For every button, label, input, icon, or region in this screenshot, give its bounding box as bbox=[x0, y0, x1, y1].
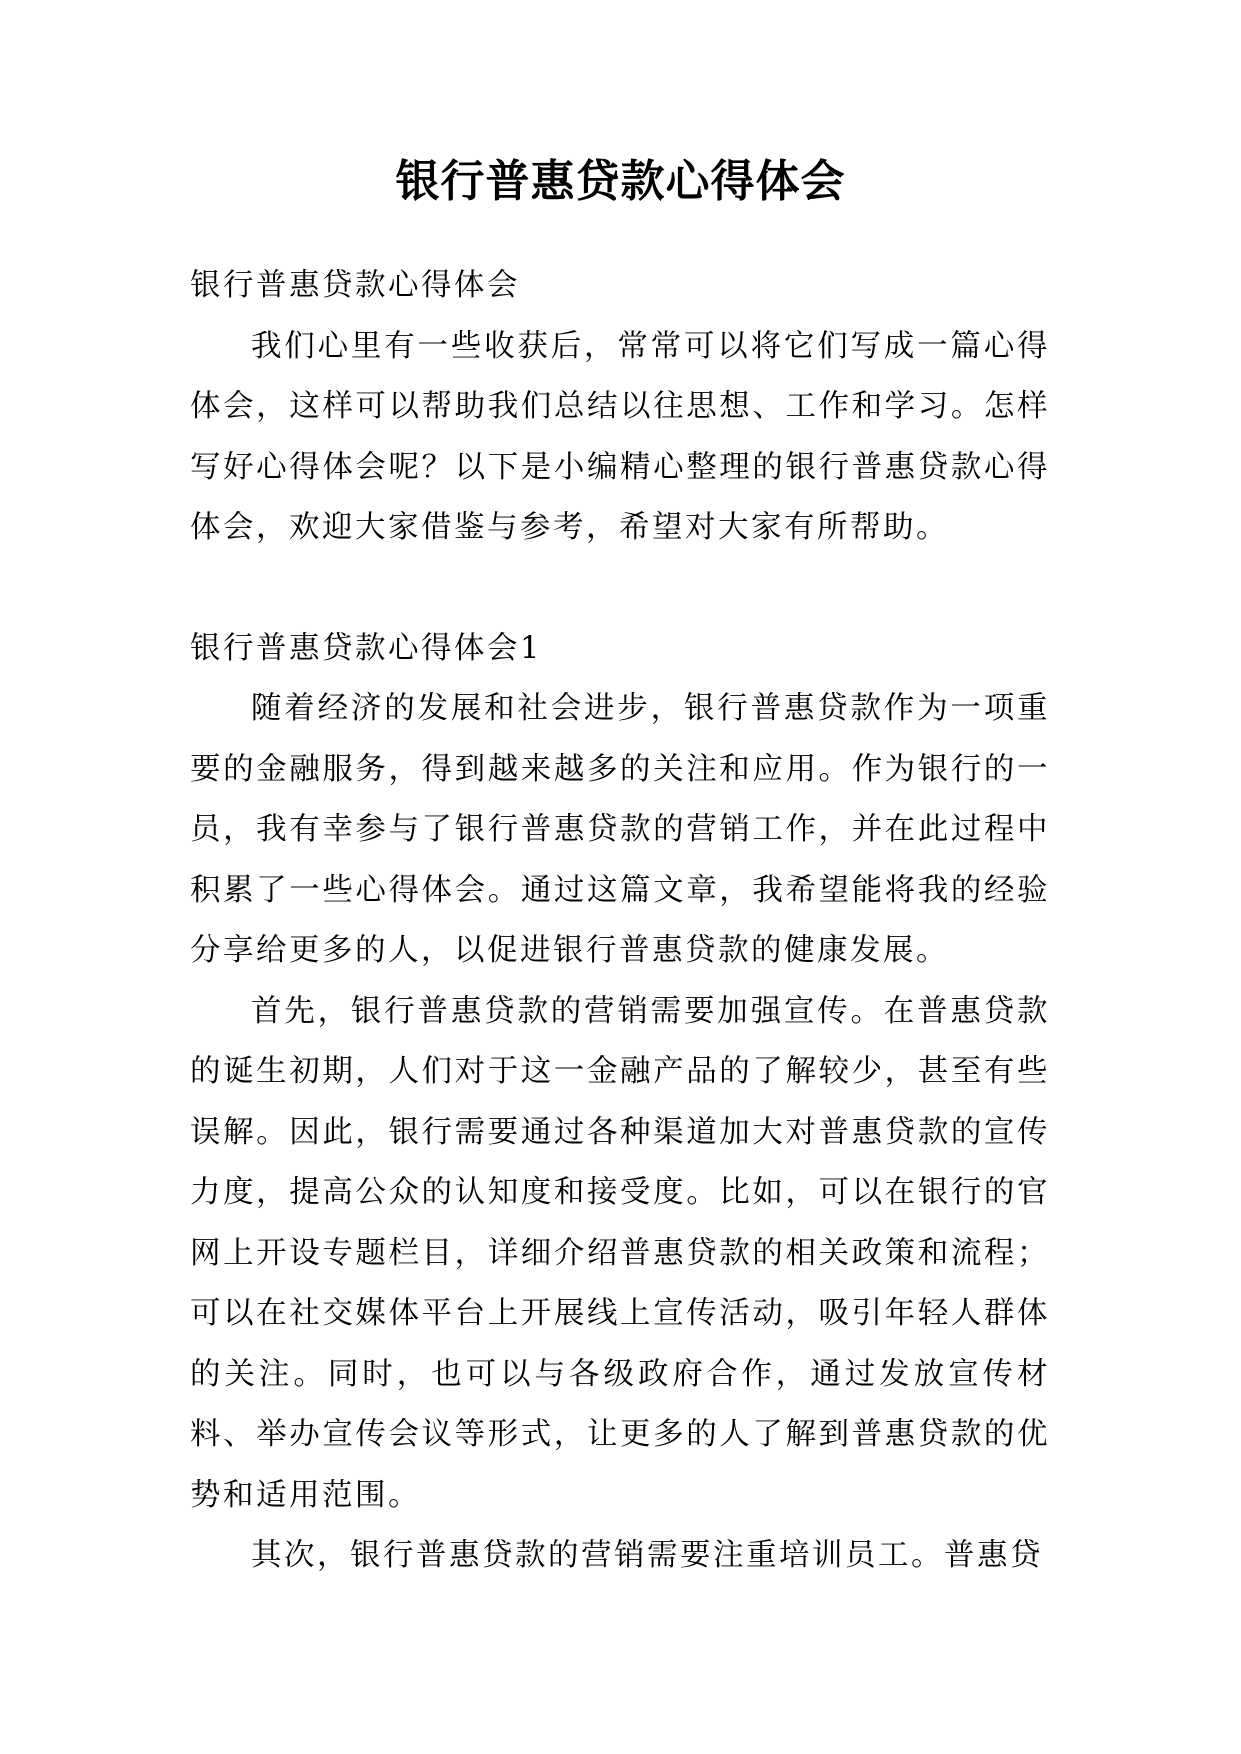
document-title: 银行普惠贷款心得体会 bbox=[395, 156, 846, 207]
intro-paragraph: 我们心里有一些收获后，常常可以将它们写成一篇心得体会，这样可以帮助我们总结以往思想、工作和学习。怎样写好心得体会呢？以下是小编精心整理的银行普惠贷款心得体会，欢迎大家借鉴与参考，希望对大家有所帮助。 bbox=[190, 328, 1050, 545]
body-paragraph: 随着经济的发展和社会进步，银行普惠贷款作为一项重要的金融服务，得到越来越多的关注和应用。作为银行的一员，我有幸参与了银行普惠贷款的营销工作，并在此过程中积累了一些心得体会。通过这篇文章，我希望能将我的经验分享给更多的人，以促进银行普惠贷款的健康发展。 bbox=[190, 691, 1050, 968]
section-spacer bbox=[190, 559, 1050, 619]
document-body bbox=[190, 256, 1050, 1587]
body-paragraph: 其次，银行普惠贷款的营销需要注重培训员工。普惠贷 bbox=[251, 1538, 1043, 1573]
document-subtitle: 银行普惠贷款心得体会 bbox=[190, 268, 520, 303]
section-heading: 银行普惠贷款心得体会1 bbox=[190, 630, 542, 666]
body-paragraph: 首先，银行普惠贷款的营销需要加强宣传。在普惠贷款的诞生初期，人们对于这一金融产品的了解较少，甚至有些误解。因此，银行需要通过各种渠道加大对普惠贷款的宣传力度，提高公众的认知度和接受度。比如，可以在银行的官网上开设专题栏目，详细介绍普惠贷款的相关政策和流程；可以在社交媒体平台上开展线上宣传活动，吸引年轻人群体的关注。同时，也可以与各级政府合作，通过发放宣传材料、举办宣传会议等形式，让更多的人了解到普惠贷款的优势和适用范围。 bbox=[190, 993, 1050, 1513]
